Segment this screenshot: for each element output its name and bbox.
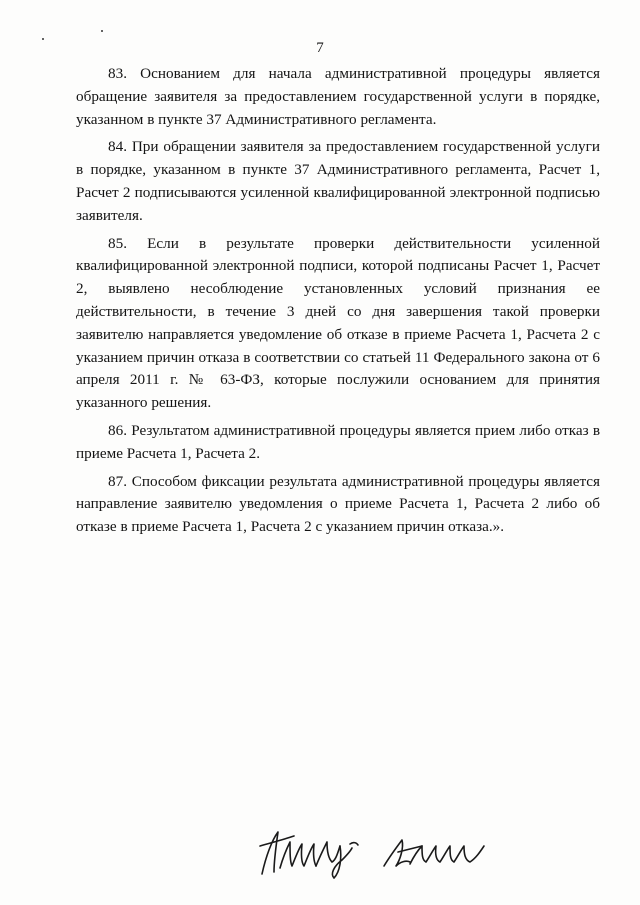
handwritten-signature xyxy=(250,816,500,886)
paragraph-84: 84. При обращении заявителя за предоставлением государственной услуги в порядке, указанном в пункте 37 Административного регламента, Расчет 1, Расчет 2 подписываются усиленной квалифицированной электронной подписью заявителя. xyxy=(76,138,600,224)
paragraph-85: 85. Если в результате проверки действительности усиленной квалифицированной электронной подписи, которой подписаны Расчет 1, Расчет 2, выявлено несоблюдение установленных условий признания ее действительности, в течение 3 дней со дня завершения такой проверки заявителю направляется уведомление об отказе в приеме Расчета 1, Расчета 2 с указанием причин отказа в соответствии со статьей 11 Федерального закона от 6 апреля 2011 г. № 63-ФЗ, которые послужили основанием для принятия указанного решения. xyxy=(76,234,600,412)
paragraph-83: 83. Основанием для начала административной процедуры является обращение заявителя за предоставлением государственной услуги в порядке, указанном в пункте 37 Административного регламента. xyxy=(76,65,600,128)
page-number: 7 xyxy=(316,40,324,56)
paragraph-87: 87. Способом фиксации результата административной процедуры является направление заявителю уведомления о приеме Расчета 1, Расчета 2 либо об отказе в приеме Расчета 1, Расчета 2 с указанием причин отказа.». xyxy=(76,472,600,536)
paragraph-86: 86. Результатом административной процедуры является прием либо отказ в приеме Расчета 1, Расчета 2. xyxy=(76,421,600,462)
scan-speck xyxy=(101,30,103,32)
document-body xyxy=(76,63,600,544)
